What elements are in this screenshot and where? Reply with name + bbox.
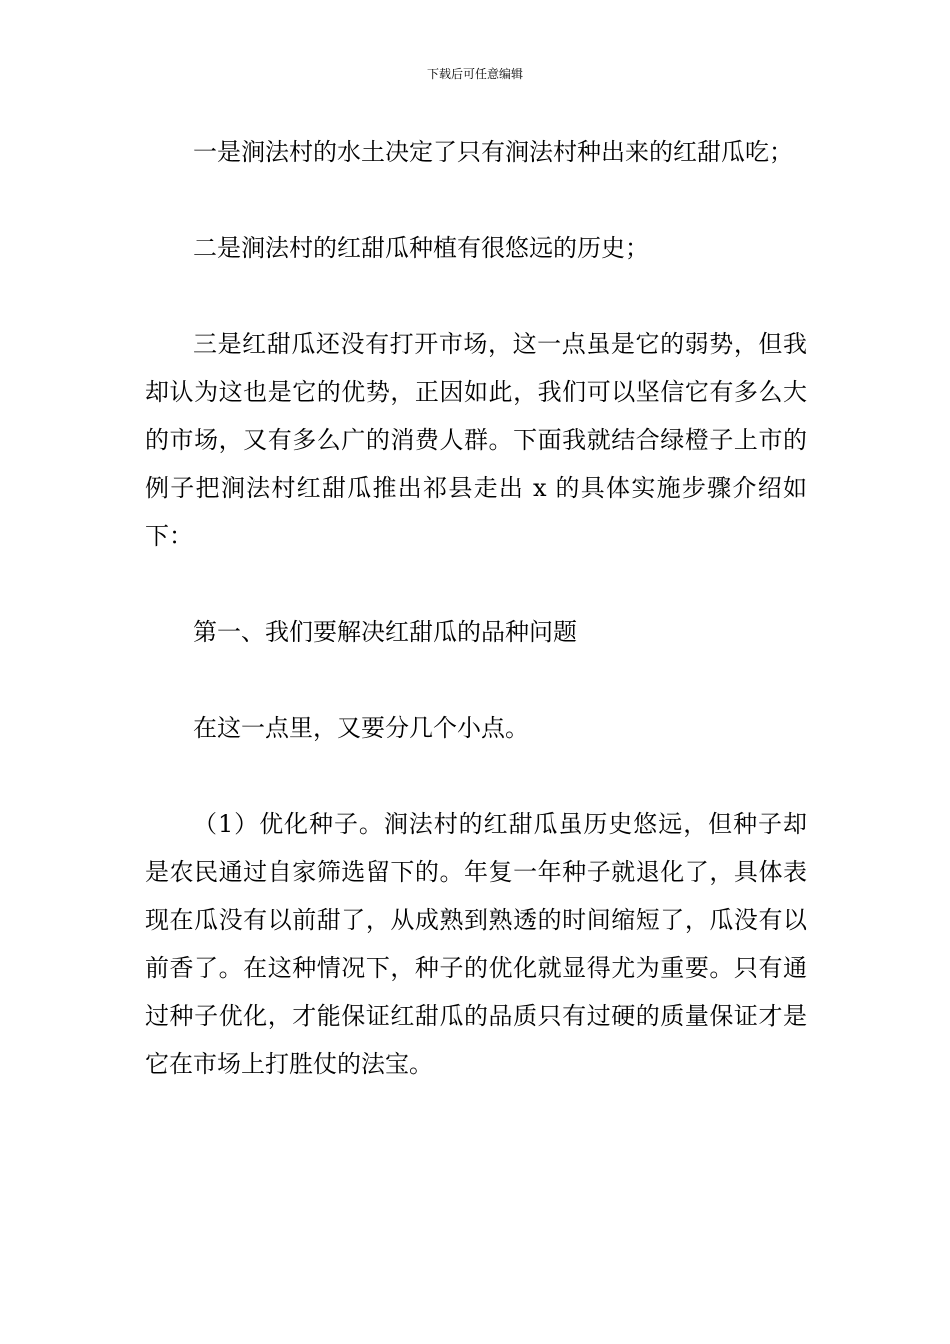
document-body	[145, 128, 807, 1088]
header-note: 下载后可任意编辑	[426, 67, 523, 81]
paragraph-1: 一是涧法村的水土决定了只有涧法村种出来的红甜瓜吃；	[193, 138, 793, 166]
paragraph-6: （1）优化种子。涧法村的红甜瓜虽历史悠远，但种子却是农民通过自家筛选留下的。年复一年种子就退化了，具体表现在瓜没有以前甜了，从成熟到熟透的时间缩短了，瓜没有以前香了。在这种情况下，种子的优化就显得尤为重要。只有通过种子优化，才能保证红甜瓜的品质只有过硬的质量保证才是它在市场上打胜仗的法宝。	[145, 810, 807, 1078]
paragraph-4: 第一、我们要解决红甜瓜的品种问题	[193, 618, 577, 646]
paragraph-2: 二是涧法村的红甜瓜种植有很悠远的历史；	[193, 234, 649, 262]
paragraph-3: 三是红甜瓜还没有打开市场，这一点虽是它的弱势，但我却认为这也是它的优势，正因如此，我们可以坚信它有多么大的市场，又有多么广的消费人群。下面我就结合绿橙子上市的例子把涧法村红甜瓜推出祁县走出 x 的具体实施步骤介绍如下：	[145, 330, 807, 550]
paragraph-5: 在这一点里，又要分几个小点。	[193, 714, 529, 742]
